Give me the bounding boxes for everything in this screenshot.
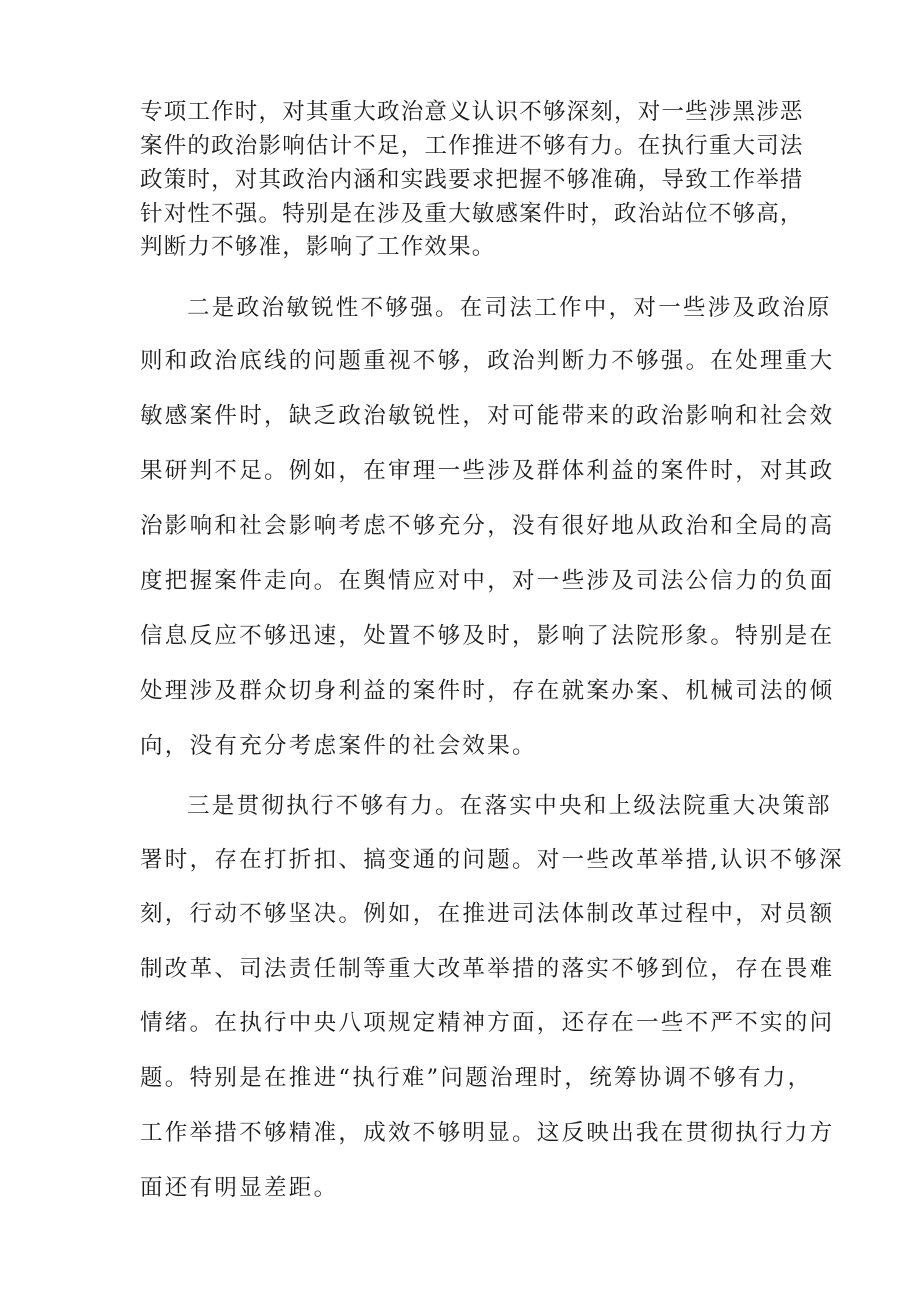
text-line: 判断力不够准，影响了工作效果。 — [140, 234, 496, 260]
text-line: 专项工作时，对其重大政治意义认识不够深刻，对一些涉黑涉恶 — [140, 99, 804, 125]
text-line: 治影响和社会影响考虑不够充分，没有很好地从政治和全局的高 — [140, 513, 835, 539]
text-line: 情绪。在执行中央八项规定精神方面，还存在一些不严不实的问 — [140, 1010, 835, 1036]
text-line: 处理涉及群众切身利益的案件时，存在就案办案、机械司法的倾 — [140, 678, 835, 704]
paragraph-first-line: 二是政治敏锐性不够强。在司法工作中，对一些涉及政治原 — [187, 295, 832, 321]
text-line: 敏感案件时，缺乏政治敏锐性，对可能带来的政治影响和社会效 — [140, 403, 835, 429]
text-line: 政策时，对其政治内涵和实践要求把握不够准确，导致工作举措 — [140, 167, 804, 193]
text-line: 工作举措不够精准，成效不够明显。这反映出我在贯彻执行力方 — [140, 1120, 835, 1146]
text-line: 信息反应不够迅速，处置不够及时，影响了法院形象。特别是在 — [140, 623, 835, 649]
text-line: 案件的政治影响估计不足，工作推进不够有力。在执行重大司法 — [140, 133, 804, 159]
text-line: 果研判不足。例如，在审理一些涉及群体利益的案件时，对其政 — [140, 458, 835, 484]
paragraph-first-line: 三是贯彻执行不够有力。在落实中央和上级法院重大决策部 — [187, 793, 832, 819]
text-line: 刻，行动不够坚决。例如，在推进司法体制改革过程中，对员额 — [140, 901, 835, 927]
text-line: 制改革、司法责任制等重大改革举措的落实不够到位，存在畏难 — [140, 956, 835, 982]
text-line: 面还有明显差距。 — [140, 1175, 339, 1201]
text-line: 署时，存在打折扣、搞变通的问题。对一些改革举措,认识不够深 — [140, 847, 844, 873]
text-line: 针对性不强。特别是在涉及重大敏感案件时，政治站位不够高， — [140, 201, 804, 227]
text-line: 题。特别是在推进“执行难”问题治理时，统筹协调不够有力， — [140, 1065, 813, 1091]
text-line: 向，没有充分考虑案件的社会效果。 — [140, 733, 537, 759]
text-line: 则和政治底线的问题重视不够，政治判断力不够强。在处理重大 — [140, 348, 835, 374]
text-line: 度把握案件走向。在舆情应对中，对一些涉及司法公信力的负面 — [140, 568, 835, 594]
